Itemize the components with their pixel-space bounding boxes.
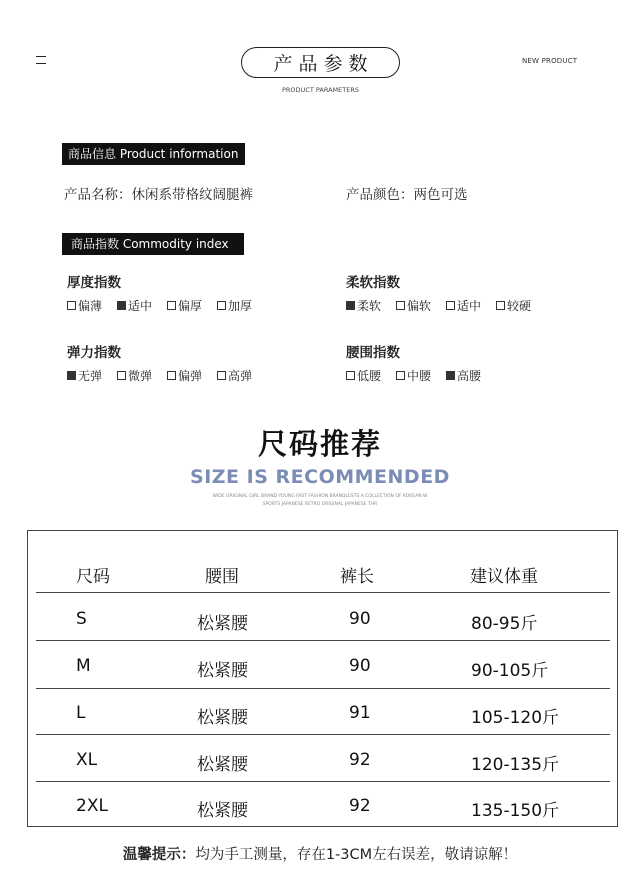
menu-icon[interactable] — [36, 56, 46, 64]
unchecked-box-icon — [217, 301, 226, 310]
product-name: 产品名称：休闲系带格纹阔腿裤 — [64, 187, 253, 203]
index-option-label: 偏软 — [407, 299, 432, 313]
cell-size: L — [76, 703, 86, 723]
index-option — [217, 297, 252, 314]
index-option — [396, 297, 431, 314]
index-options-elasticity — [67, 367, 267, 384]
page-subtitle: PRODUCT PARAMETERS — [282, 86, 359, 94]
index-options-softness — [346, 297, 546, 314]
index-option — [396, 367, 431, 384]
unchecked-box-icon — [496, 301, 505, 310]
index-option-label: 适中 — [457, 299, 482, 313]
index-title-elasticity: 弹力指数 — [67, 345, 121, 361]
header-weight: 建议体重 — [470, 567, 538, 587]
unchecked-box-icon — [67, 301, 76, 310]
index-option-label: 偏厚 — [178, 299, 203, 313]
cell-size: S — [76, 609, 87, 629]
header-size: 尺码 — [76, 567, 110, 587]
checked-box-icon — [67, 371, 76, 380]
checked-box-icon — [117, 301, 126, 310]
index-option-label: 无弹 — [78, 369, 103, 383]
header-waist: 腰围 — [205, 567, 239, 587]
cell-weight: 135-150斤 — [471, 801, 560, 821]
cell-size: 2XL — [76, 796, 108, 816]
table-divider — [36, 781, 610, 782]
page-title: 产品参数 — [241, 47, 400, 78]
index-option — [117, 297, 152, 314]
footer-label: 温馨提示： — [122, 847, 196, 863]
index-option — [217, 367, 252, 384]
index-option — [67, 367, 102, 384]
index-option-label: 较硬 — [507, 299, 532, 313]
unchecked-box-icon — [167, 301, 176, 310]
index-option-label: 柔软 — [357, 299, 382, 313]
index-option — [446, 297, 481, 314]
index-option-label: 高腰 — [457, 369, 482, 383]
footer-text: 均为手工测量，存在1-3CM左右误差，敬请谅解！ — [195, 847, 518, 863]
table-divider — [36, 688, 610, 689]
cell-length: 90 — [349, 656, 371, 676]
table-divider — [36, 592, 610, 593]
header-length: 裤长 — [340, 567, 374, 587]
unchecked-box-icon — [396, 301, 405, 310]
index-option — [167, 367, 202, 384]
index-option-label: 微弹 — [128, 369, 153, 383]
unchecked-box-icon — [117, 371, 126, 380]
index-option — [446, 367, 481, 384]
index-title-thickness: 厚度指数 — [67, 275, 121, 291]
index-title-waist: 腰围指数 — [346, 345, 400, 361]
size-fine-print-1: WIDE ORIGINAL GIRL BRAND YOUNG FAST FASHION BRANDLESTS A COLLECTION OF KOREAN W — [212, 494, 428, 499]
table-divider — [36, 640, 610, 641]
cell-waist: 松紧腰 — [197, 801, 248, 821]
cell-weight: 90-105斤 — [471, 661, 549, 681]
table-divider — [36, 734, 610, 735]
index-title-softness: 柔软指数 — [346, 275, 400, 291]
cell-size: XL — [76, 750, 98, 770]
cell-size: M — [76, 656, 91, 676]
commodity-index-label: 商品指数 Commodity index — [62, 233, 244, 255]
cell-waist: 松紧腰 — [197, 755, 248, 775]
product-info-label: 商品信息 Product information — [62, 143, 245, 165]
index-option-label: 偏弹 — [178, 369, 203, 383]
index-option-label: 低腰 — [357, 369, 382, 383]
checked-box-icon — [346, 301, 355, 310]
cell-length: 91 — [349, 703, 371, 723]
cell-weight: 120-135斤 — [471, 755, 560, 775]
index-option — [167, 297, 202, 314]
index-option-label: 适中 — [128, 299, 153, 313]
index-option — [496, 297, 531, 314]
index-option — [346, 297, 381, 314]
cell-waist: 松紧腰 — [197, 661, 248, 681]
cell-length: 92 — [349, 750, 371, 770]
new-product-label: NEW PRODUCT — [522, 57, 578, 65]
index-options-thickness — [67, 297, 267, 314]
unchecked-box-icon — [167, 371, 176, 380]
index-option-label: 偏薄 — [78, 299, 103, 313]
index-option — [117, 367, 152, 384]
index-option-label: 加厚 — [228, 299, 253, 313]
cell-weight: 80-95斤 — [471, 614, 538, 634]
unchecked-box-icon — [396, 371, 405, 380]
index-option — [346, 367, 381, 384]
size-title: 尺码推荐 — [257, 427, 382, 461]
index-option-label: 中腰 — [407, 369, 432, 383]
size-subtitle: SIZE IS RECOMMENDED — [190, 466, 450, 488]
checked-box-icon — [446, 371, 455, 380]
product-color: 产品颜色：两色可选 — [346, 187, 468, 203]
cell-length: 90 — [349, 609, 371, 629]
footer-note — [0, 843, 640, 864]
unchecked-box-icon — [346, 371, 355, 380]
index-options-waist — [346, 367, 496, 384]
cell-length: 92 — [349, 796, 371, 816]
unchecked-box-icon — [217, 371, 226, 380]
index-option-label: 高弹 — [228, 369, 253, 383]
cell-weight: 105-120斤 — [471, 708, 560, 728]
cell-waist: 松紧腰 — [197, 708, 248, 728]
cell-waist: 松紧腰 — [197, 614, 248, 634]
unchecked-box-icon — [446, 301, 455, 310]
size-fine-print-2: SPORTS JAPANESE RETRO ORIGINAL JAPANESE THR — [262, 502, 378, 507]
index-option — [67, 297, 102, 314]
